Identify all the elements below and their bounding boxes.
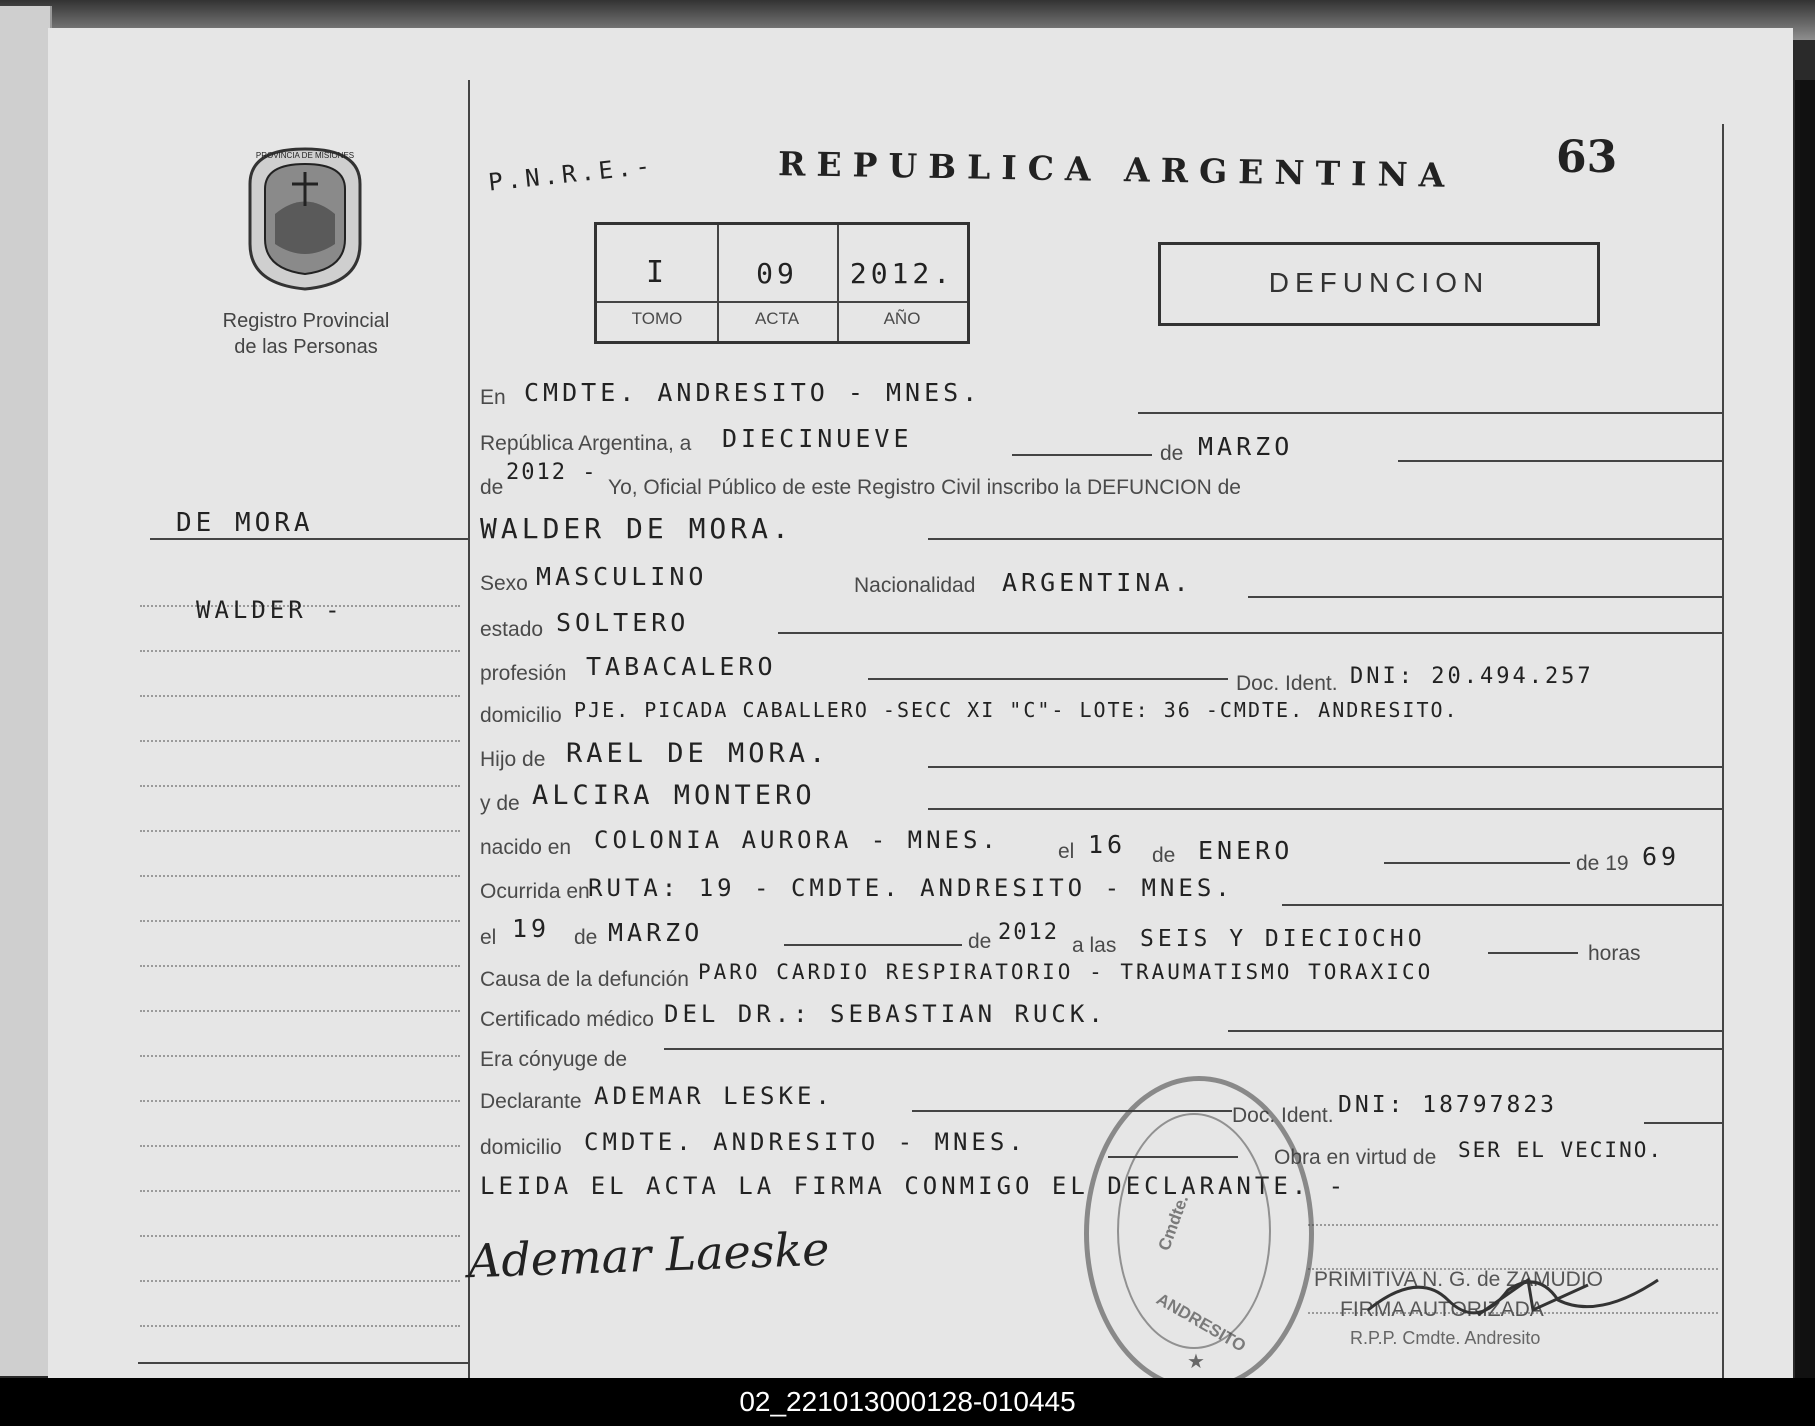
anio-label: AÑO [883,309,921,328]
stamp-star-icon: ★ [1187,1351,1205,1373]
causa-value: PARO CARDIO RESPIRATORIO - TRAUMATISMO TORAXICO [698,960,1434,984]
fill-line [1644,1122,1722,1124]
form-dotted-line [1308,1224,1718,1226]
margin-dotted-line [140,1100,460,1102]
nacido-value: COLONIA AURORA - MNES. [594,826,1000,854]
margin-dotted-line [140,920,460,922]
sexo-value: MASCULINO [536,562,708,591]
en-label: En [480,386,506,409]
declarante-value: ADEMAR LESKE. [594,1082,834,1110]
birth-day: 16 [1088,830,1127,859]
margin-bottom-line [138,1362,470,1364]
official-signature-scribble [1358,1260,1678,1330]
ocurrida-label: Ocurrida en [480,880,590,903]
yde-value: ALCIRA MONTERO [532,780,816,811]
decl-domicilio-label: domicilio [480,1136,562,1159]
day-value: DIECINUEVE [722,424,913,453]
fill-line [1488,952,1578,954]
de-label: de [1160,442,1184,465]
fill-line [928,808,1722,810]
margin-dotted-line [140,830,460,832]
year-prefix: de [480,476,504,499]
margin-divider [468,80,470,1378]
el-label-2: el [480,926,497,949]
margin-dotted-line [140,1010,460,1012]
seal-legend: PROVINCIA DE MISIONES [255,151,355,160]
margin-dotted-line [140,875,460,877]
handwritten-top-note: P.N.R.E.- [486,151,656,197]
month-value: MARZO [1198,432,1294,461]
year-value: 2012 - [506,460,598,485]
death-month: MARZO [608,918,704,947]
official-office: R.P.P. Cmdte. Andresito [1350,1328,1541,1348]
fill-line [1282,904,1722,906]
estado-label: estado [480,618,544,641]
fill-line [1248,596,1722,598]
registry-name-line1: Registro Provincial [222,310,390,332]
margin-dotted-line [140,1325,460,1327]
hijo-label: Hijo de [480,748,546,771]
acta-value: 09 [756,257,798,290]
ocurrida-value: RUTA: 19 - CMDTE. ANDRESITO - MNES. [588,874,1234,902]
margin-dotted-line [140,740,460,742]
alas-label: a las [1072,934,1117,957]
hijo-value: RAEL DE MORA. [566,738,830,769]
de-label-3: de [574,926,598,949]
oficial-text: Yo, Oficial Público de este Registro Civil inscribo la DEFUNCION de [608,476,1241,499]
fill-line [868,678,1228,680]
province-seal-icon [240,144,370,294]
fill-line [1138,412,1722,414]
page-number: 63 [1556,132,1618,183]
decl-domicilio-value: CMDTE. ANDRESITO - MNES. [584,1128,1027,1156]
acta-label: ACTA [754,309,800,328]
page-title: REPUBLICA ARGENTINA [777,144,1456,195]
nacionalidad-value: ARGENTINA. [1002,568,1193,597]
declarante-signature: Ademar Laeske [467,1221,831,1289]
estado-value: SOLTERO [556,608,690,637]
death-year: 2012 [998,920,1059,945]
republica-label: República Argentina, a [480,432,692,455]
death-day: 19 [512,914,551,943]
domicilio-label: domicilio [480,704,562,727]
horas-label: horas [1588,942,1641,965]
yde-label: y de [480,792,520,815]
margin-name-line [150,538,470,540]
fill-line [1384,862,1570,864]
margin-dotted-line [140,1280,460,1282]
stamp-center-text: Cmdte. [1154,1192,1193,1254]
tomo-value: I [645,255,669,290]
profesion-value: TABACALERO [586,652,777,681]
certificado-label: Certificado médico [480,1008,654,1031]
closing-text: LEIDA EL ACTA LA FIRMA CONMIGO EL DECLARANTE. - [480,1172,1348,1200]
place-value: CMDTE. ANDRESITO - MNES. [524,378,982,407]
official-name: PRIMITIVA N. G. de ZAMUDIO [1314,1268,1603,1291]
certificado-value: DEL DR.: SEBASTIAN RUCK. [664,1000,1107,1028]
fill-line [928,766,1722,768]
margin-dotted-line [140,1145,460,1147]
profesion-label: profesión [480,662,567,685]
fill-line [784,944,962,946]
margin-surname: DE MORA [176,508,314,538]
anio-value: 2012. [849,257,955,290]
document-page [48,28,1793,1378]
de19-label: de 19 [1576,852,1629,875]
causa-label: Causa de la defunción [480,968,689,991]
official-role: FIRMA AUTORIZADA [1340,1298,1544,1321]
de-label-2: de [1152,844,1176,867]
fill-line [1398,460,1722,462]
fill-line [1228,1030,1722,1032]
doc-ident-label: Doc. Ident. [1236,672,1338,695]
nacionalidad-label: Nacionalidad [854,574,976,597]
domicilio-value: PJE. PICADA CABALLERO -SECC XI "C"- LOTE: 36 -CMDTE. ANDRESITO. [574,698,1459,722]
official-stamp [1084,1076,1314,1391]
death-time: SEIS Y DIECIOCHO [1140,926,1426,952]
year-prefix-2: de [968,930,992,953]
right-border [1722,124,1724,1378]
deceased-name: WALDER DE MORA. [480,512,793,545]
margin-dotted-line [140,650,460,652]
margin-dotted-line [140,1055,460,1057]
margin-dotted-line [140,1190,460,1192]
obra-value: SER EL VECINO. [1458,1138,1664,1162]
image-id-footer: 02_221013000128-010445 [0,1378,1815,1426]
record-number-box [594,222,970,344]
document-type-box [1158,242,1600,326]
birth-year: 69 [1642,842,1681,871]
tomo-label: TOMO [631,309,683,328]
nacido-label: nacido en [480,836,572,859]
document-type: DEFUNCION [1268,267,1490,298]
conyuge-label: Era cónyuge de [480,1048,628,1071]
decl-doc-value: DNI: 18797823 [1338,1092,1558,1118]
margin-dotted-line [140,695,460,697]
doc-ident-value: DNI: 20.494.257 [1350,664,1594,689]
birth-month: ENERO [1198,836,1294,865]
sexo-label: Sexo [480,572,528,595]
decl-doc-label: Doc. Ident. [1232,1104,1334,1127]
declarante-label: Declarante [480,1090,582,1113]
margin-dotted-line [140,1235,460,1237]
obra-label: Obra en virtud de [1274,1146,1437,1169]
margin-dotted-line [140,785,460,787]
fill-line [1012,454,1152,456]
margin-given-name: WALDER - [196,596,344,624]
fill-line [778,632,1722,634]
registry-name-line2: de las Personas [234,336,378,358]
right-book-edge [1795,80,1815,1380]
fill-line [664,1048,1722,1050]
stamp-bottom-text: ANDRESITO [1153,1289,1250,1356]
margin-dotted-line [140,965,460,967]
fill-line [928,538,1722,540]
previous-page-edge [0,6,52,1376]
el-label: el [1058,840,1075,863]
